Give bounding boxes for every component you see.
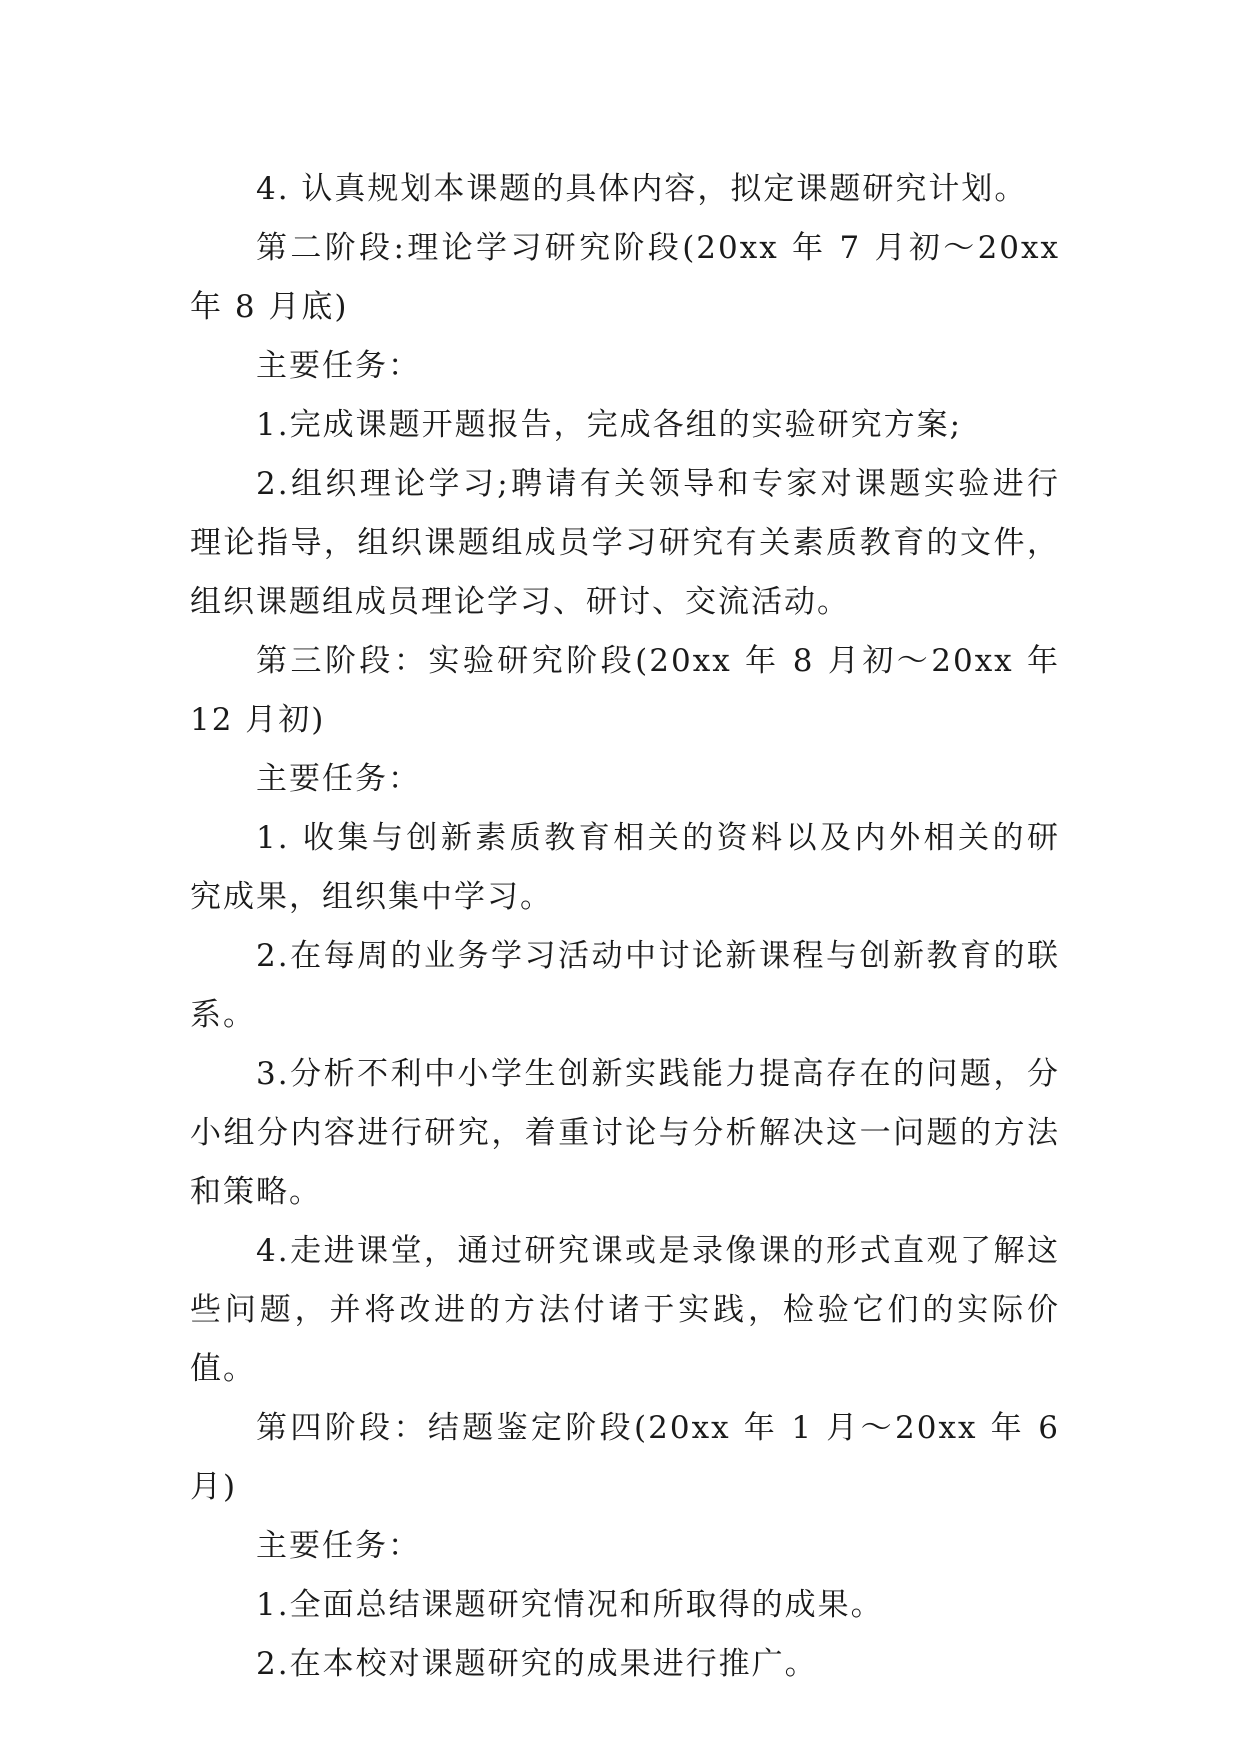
paragraph-stage3-task4: 4.走进课堂，通过研究课或是录像课的形式直观了解这些问题，并将改进的方法付诸于实践，检验它们的实际价值。	[190, 1233, 1060, 1387]
paragraph-stage3-task2: 2.在每周的业务学习活动中讨论新课程与创新教育的联系。	[190, 938, 1060, 1033]
main-tasks-label: 主要任务：	[256, 348, 421, 384]
heading-stage4: 第四阶段：结题鉴定阶段(20xx 年 1 月～20xx 年 6 月)	[190, 1410, 1060, 1505]
heading-stage2: 第二阶段:理论学习研究阶段(20xx 年 7 月初～20xx 年 8 月底)	[190, 230, 1060, 325]
main-tasks-label: 主要任务：	[256, 761, 421, 797]
paragraph-stage3-task3: 3.分析不利中小学生创新实践能力提高存在的问题，分小组分内容进行研究，着重讨论与分析解决这一问题的方法和策略。	[190, 1056, 1060, 1210]
paragraph-stage1-task4: 4. 认真规划本课题的具体内容，拟定课题研究计划。	[256, 171, 1028, 207]
paragraph-stage2-task1: 1.完成课题开题报告，完成各组的实验研究方案;	[256, 407, 963, 443]
paragraph-stage4-task2: 2.在本校对课题研究的成果进行推广。	[256, 1646, 818, 1682]
paragraph-stage2-task2: 2.组织理论学习;聘请有关领导和专家对课题实验进行理论指导，组织课题组成员学习研究有关素质教育的文件，组织课题组成员理论学习、研讨、交流活动。	[190, 466, 1060, 620]
document-body	[190, 160, 1060, 1694]
main-tasks-label: 主要任务：	[256, 1528, 421, 1564]
paragraph-stage4-task1: 1.全面总结课题研究情况和所取得的成果。	[256, 1587, 884, 1623]
paragraph-stage3-task1: 1. 收集与创新素质教育相关的资料以及内外相关的研究成果，组织集中学习。	[190, 820, 1060, 915]
heading-stage3: 第三阶段：实验研究阶段(20xx 年 8 月初～20xx 年 12 月初)	[190, 643, 1060, 738]
